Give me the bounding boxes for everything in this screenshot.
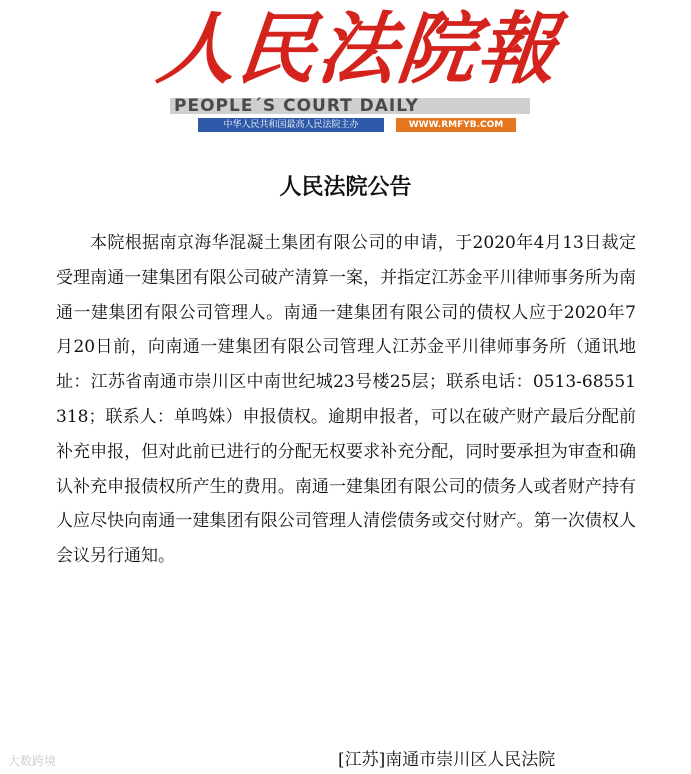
masthead-sponsor-label: 中华人民共和国最高人民法院主办 (198, 118, 384, 132)
notice-signature: [江苏]南通市崇川区人民法院 (338, 750, 556, 770)
masthead-logo-english: PEOPLE´S COURT DAILY (174, 96, 419, 116)
newspaper-masthead (153, 2, 563, 134)
notice-body: 本院根据南京海华混凝土集团有限公司的申请，于2020年4月13日裁定受理南通一建集团有限公司破产清算一案，并指定江苏金平川律师事务所为南通一建集团有限公司管理人。南通一建集团有限公司的债权人应于2020年7月20日前，向南通一建集团有限公司管理人江苏金平川律师事务所（通讯地址：江苏省南通市崇川区中南世纪城23号楼25层；联系电话：0513-68551318；联系人：单鸣姝）申报债权。逾期申报者，可以在破产财产最后分配前补充申报，但对此前已进行的分配无权要求补充分配，同时要承担为审查和确认补充申报债权所产生的费用。南通一建集团有限公司的债务人或者财产持有人应尽快向南通一建集团有限公司管理人清偿债务或交付财产。第一次债权人会议另行通知。 (56, 233, 636, 567)
masthead-logo-chinese: 人民法院報 (153, 4, 563, 95)
masthead-url-label: WWW.RMFYB.COM (396, 118, 516, 132)
watermark-label: 大数跨境 (8, 754, 57, 768)
masthead-english-bar (170, 96, 530, 116)
notice-title: 人民法院公告 (279, 175, 412, 200)
